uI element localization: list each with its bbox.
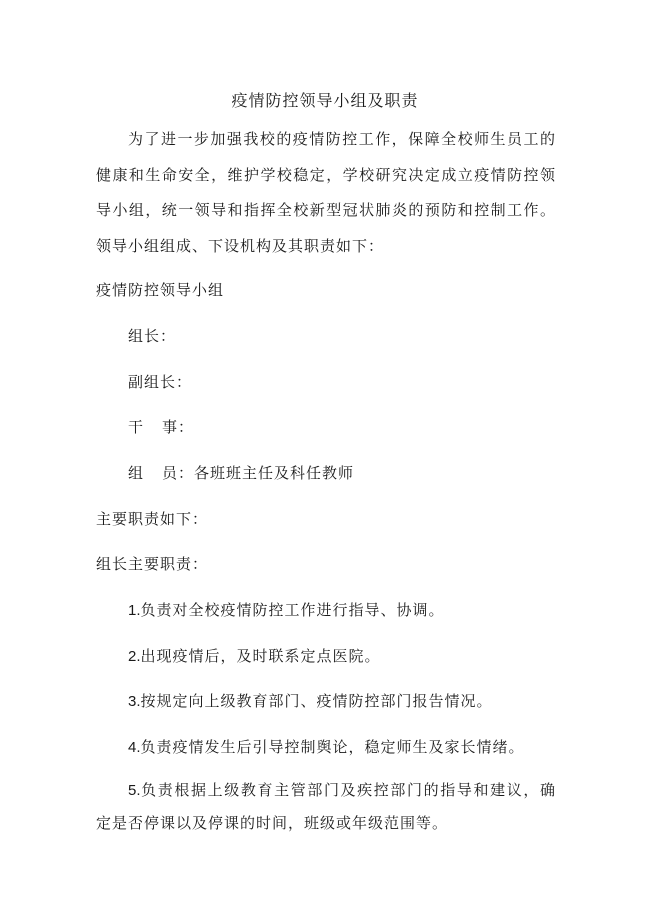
duty-item <box>128 599 445 620</box>
role-leader: 组长： <box>128 327 177 345</box>
duty-number: 3. <box>128 693 141 710</box>
role-member-label: 员：各班班主任及科任教师 <box>162 464 355 482</box>
intro-paragraph: 为了进一步加强我校的疫情防控工作，保障全校师生员工的健康和生命安全，维护学校稳定，学校研究决定成立疫情防控领导小组，统一领导和指挥全校新型冠状肺炎的预防和控制工作。领导小组组成、下设机构及其职责如下： <box>96 130 556 255</box>
duty-text: 负责对全校疫情防控工作进行指导、协调。 <box>140 601 445 619</box>
duty-item <box>96 774 556 840</box>
role-member <box>128 462 354 483</box>
role-officer <box>128 416 194 437</box>
duty-item <box>128 736 525 757</box>
duty-number: 2. <box>128 648 141 665</box>
duties-heading: 主要职责如下： <box>96 510 209 528</box>
role-officer-label: 事： <box>162 418 195 436</box>
duty-item <box>128 645 381 666</box>
group-heading: 疫情防控领导小组 <box>96 281 225 299</box>
duty-number: 4. <box>128 739 141 756</box>
duty-item <box>128 690 493 711</box>
leader-duties-heading: 组长主要职责： <box>96 555 209 573</box>
duty-text: 出现疫情后，及时联系定点医院。 <box>140 647 381 665</box>
duty-text: 负责疫情发生后引导控制舆论，稳定师生及家长情绪。 <box>140 738 525 756</box>
role-deputy: 副组长： <box>128 373 193 391</box>
role-officer-char: 干 <box>128 418 145 436</box>
role-member-char: 组 <box>128 464 145 482</box>
duty-number: 1. <box>128 602 141 619</box>
duty-number: 5. <box>128 782 141 799</box>
duty-text: 负责根据上级教育主管部门及疾控部门的指导和建议，确定是否停课以及停课的时间，班级或年级范围等。 <box>96 781 556 832</box>
document-title: 疫情防控领导小组及职责 <box>231 91 419 110</box>
duty-text: 按规定向上级教育部门、疫情防控部门报告情况。 <box>140 692 493 710</box>
